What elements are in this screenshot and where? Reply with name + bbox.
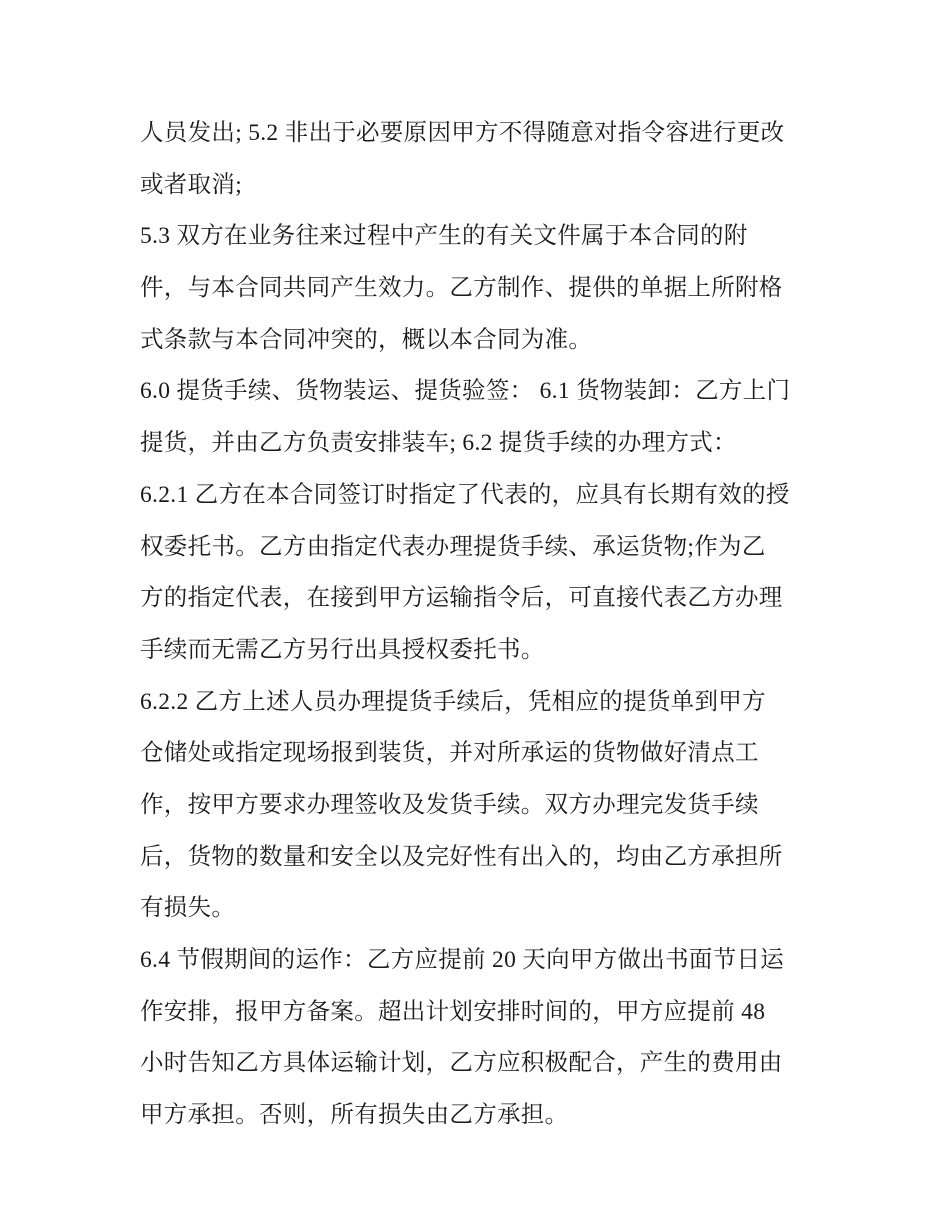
text-line: 权委托书。乙方由指定代表办理提货手续、承运货物;作为乙: [140, 533, 766, 560]
text-line: 后，货物的数量和安全以及完好性有出入的，均由乙方承担所: [140, 843, 783, 870]
text-line: 有损失。: [140, 895, 236, 922]
text-line: 甲方承担。否则，所有损失由乙方承担。: [140, 1102, 569, 1129]
text-line: 作安排，报甲方备案。超出计划安排时间的，甲方应提前 48: [140, 998, 766, 1025]
text-line: 方的指定代表，在接到甲方运输指令后，可直接代表乙方办理: [140, 585, 783, 612]
text-line: 6.4 节假期间的运作：乙方应提前 20 天向甲方做出书面节日运: [140, 947, 785, 973]
text-line: 仓储处或指定现场报到装货，并对所承运的货物做好清点工: [140, 740, 759, 767]
text-line: 6.2.1 乙方在本合同签订时指定了代表的，应具有长期有效的授: [140, 481, 790, 508]
text-line: 手续而无需乙方另行出具授权委托书。: [140, 636, 545, 663]
text-line: 件，与本合同共同产生效力。乙方制作、提供的单据上所附格: [140, 275, 783, 302]
text-line: 6.2.2 乙方上述人员办理提货手续后，凭相应的提货单到甲方: [140, 688, 766, 715]
text-line: 小时告知乙方具体运输计划，乙方应积极配合，产生的费用由: [140, 1050, 783, 1077]
text-line: 式条款与本合同冲突的，概以本合同为准。: [140, 326, 593, 353]
text-line: 6.0 提货手续、货物装运、提货验签： 6.1 货物装卸：乙方上门: [140, 378, 791, 405]
text-line: 人员发出; 5.2 非出于必要原因甲方不得随意对指令容进行更改: [140, 120, 785, 146]
text-line: 5.3 双方在业务往来过程中产生的有关文件属于本合同的附: [140, 223, 748, 250]
document-body: [140, 108, 815, 1142]
text-line: 提货，并由乙方负责安排装车; 6.2 提货手续的办理方式：: [140, 430, 737, 457]
text-line: 作，按甲方要求办理签收及发货手续。双方办理完发货手续: [140, 791, 759, 818]
text-line: 或者取消;: [140, 171, 243, 198]
